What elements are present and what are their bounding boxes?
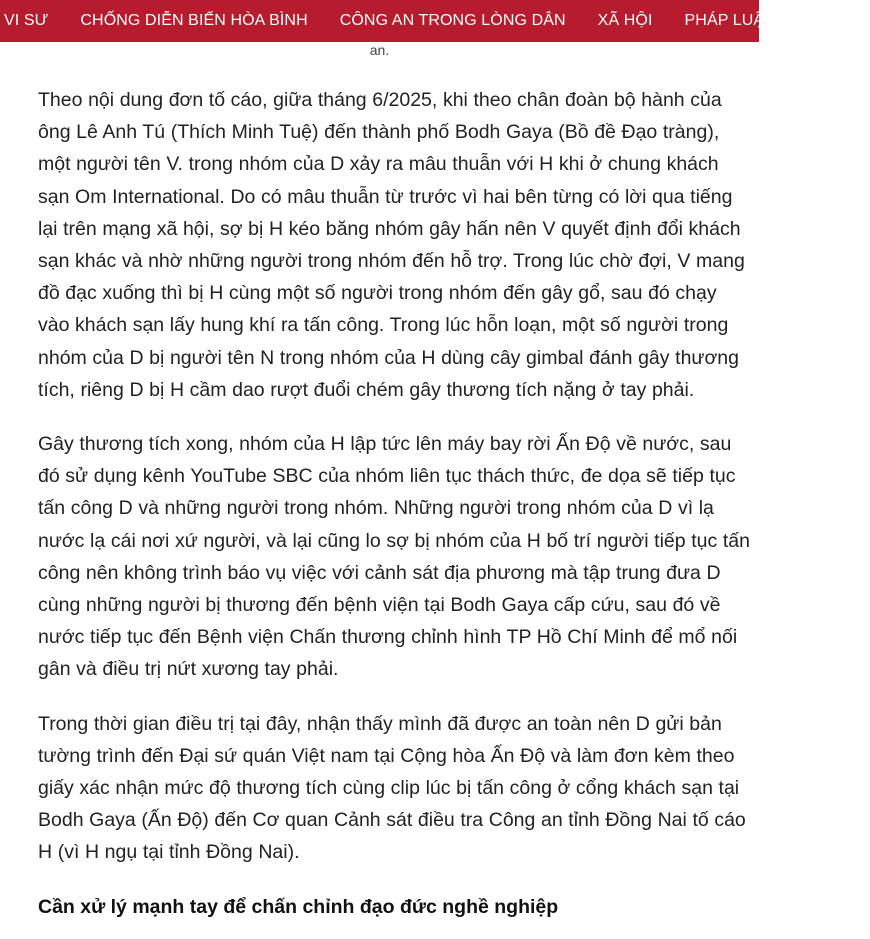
article-subheading: Cần xử lý mạnh tay để chấn chỉnh đạo đức nghề nghiệp [38,895,559,918]
nav-item-quoc-te[interactable]: QUỐC [806,12,855,29]
nav-item-cong-an-trong-long-dan[interactable]: CÔNG AN TRONG LÒNG DÂN [339,12,566,29]
nav-track [0,0,870,42]
article-paragraph-1: Theo nội dung đơn tố cáo, giữa tháng 6/2025, khi theo chân đoàn bộ hành của ông Lê Anh Tú (Thích Minh Tuệ) đến thành phố Bodh Gaya (Bồ đề Đạo tràng), một người tên V. trong nhóm của D xảy ra mâu thuẫn với H khi ở chung khách sạn Om International. Do có mâu thuẫn từ trước vì hai bên từng có lời qua tiếng lại trên mạng xã hội, sợ bị H kéo băng nhóm gây hấn nên V quyết định đổi khách sạn khác và nhờ những người trong nhóm đến hỗ trợ. Trong lúc chờ đợi, V mang đồ đạc xuống thì bị H cùng một số người trong nhóm đến gây gổ, sau đó chạy vào khách sạn lấy hung khí ra tấn công. Trong lúc hỗn loạn, một số người trong nhóm của D bị người tên N trong nhóm của H dùng cây gimbal đánh gây thương tích, riêng D bị H cầm dao rượt đuổi chém gây thương tích nặng ở tay phải. [38,89,745,401]
image-caption-tail: an. [369,42,390,58]
article-paragraph-3: Trong thời gian điều trị tại đây, nhận thấy mình đã được an toàn nên D gửi bản tường trình đến Đại sứ quán Việt nam tại Cộng hòa Ấn Độ và làm đơn kèm theo giấy xác nhận mức độ thương tích cùng clip lúc bị tấn công ở cổng khách sạn tại Bodh Gaya (Ấn Độ) đến Cơ quan Cảnh sát điều tra Công an tỉnh Đồng Nai tố cáo H (vì H ngụ tại tỉnh Đồng Nai). [38,712,746,864]
nav-item-partial-left[interactable]: VI SƯ [4,12,49,29]
article-paragraph-2: Gây thương tích xong, nhóm của H lập tức lên máy bay rời Ấn Độ về nước, sau đó sử dụng kênh YouTube SBC của nhóm liên tục thách thức, đe dọa sẽ tiếp tục tấn công D và những người trong nhóm. Những người trong nhóm của D vì lạ nước lạ cái nơi xứ người, và lại cũng lo sợ bị nhóm của H bố trí người tiếp tục tấn công nên không trình báo vụ việc với cảnh sát địa phương mà tập trung đưa D cùng những người bị thương đến bệnh viện tại Bodh Gaya cấp cứu, sau đó về nước tiếp tục đến Bệnh viện Chấn thương chỉnh hình TP Hồ Chí Minh để mổ nối gân và điều trị nứt xương tay phải. [38,433,750,681]
nav-item-chong-dien-bien-hoa-binh[interactable]: CHỐNG DIỄN BIẾN HÒA BÌNH [80,12,308,29]
article-body [38,84,750,923]
nav-item-xa-hoi[interactable]: XÃ HỘI [597,12,653,29]
nav-item-phap-luat[interactable]: PHÁP LUẬT [684,12,775,29]
top-navigation-bar [0,0,855,42]
